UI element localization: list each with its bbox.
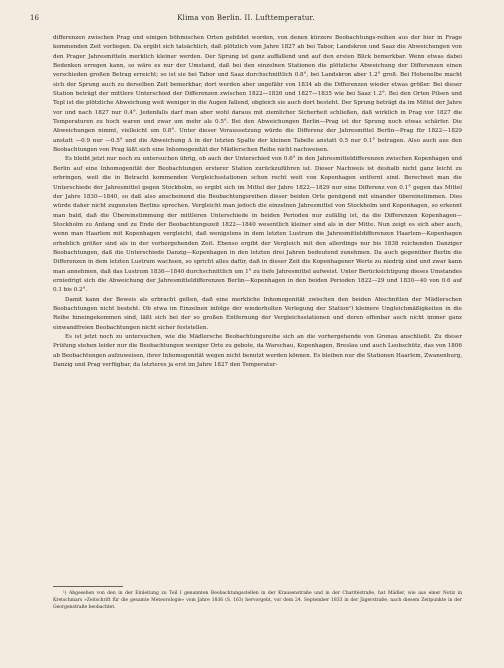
running-head: Klima von Berlin. II. Lufttemperatur. xyxy=(177,14,315,22)
paragraph: Es bleibt jetzt nur noch zu untersuchen übrig, ob auch der Unterschied von 0.6° in den Jahresmitteldifferenzen zwischen Kopenhagen und Berlin auf eine Inhomogenität der Beobachtungen ersterer Station zurückzuführen ist. Dieser Nachweis ist deshalb nicht ganz leicht zu erbringen, weil die in Betracht kommenden Vergleichsstationen schon recht weit von Kopenhagen entfernt sind. Berechnet man die Unterschiede der Jahresmittel gegen Stockholm, so ergibt sich im Mittel der Jahre 1822—1829 nur eine Differenz von 0.1° gegen das Mittel der Jahre 1830—1840, so daß also anscheinend die Beobachtungsreihen dieser beiden Orte genügend mit einander übereinstimmen. Dies würde daher nicht zugunsten Berlins sprechen. Vergleicht man jedoch die einzelnen Jahresmittel von Stockholm und Kopenhagen, so erkennt man bald, daß die Übereinstimmung der mittleren Unterschiede in beiden Perioden nur zufällig ist, da die Differenzen Kopenhagen—Stockholm zu Anfang und zu Ende der Beobachtungszeit 1822—1840 wesentlich kleiner sind als in der Mitte. Nun zeigt es sich aber auch, wenn man Haarlem mit Kopenhagen vergleicht, daß wenigstens in dem letzten Lustrum die Jahresmitteldifferenzen Haarlem—Kopenhagen erheblich größer sind als in der vorhergehenden Zeit. Ebenso ergibt der Vergleich mit den allerdings nur bis 1838 reichenden Danziger Beobachtungen, daß die Unterschiede Danzig—Kopenhagen in den letzten drei Jahren bedeutend zunehmen. Da auch gegenüber Berlin die Differenzen in dem letzten Lustrum wachsen, so spricht alles dafür, daß in dieser Zeit die Kopenhagener Werte zu niedrig sind und zwar kann man annehmen, daß das Lustrum 1836—1840 durchschnittlich um 1° zu tiefe Jahresmittel aufweist. Unter Berücksichtigung dieses Umstandes erniedrigt sich die Abweichung der Jahresmitteldifferenzen Berlin—Kopenhagen in den beiden Perioden 1822—29 und 1830—40 von 0.6 auf 0.1 bis 0.2°. xyxy=(53,156,462,294)
paragraph: Damit kann der Beweis als erbracht gelten, daß eine merkliche Inhomogenität zwischen den beiden Abschnitten der Mädlerschen Beobachtungen nicht besteht. Ob etwa im Einzelnen infolge der wiederholten Verlegung der Station¹) kleinere Ungleichmäßigkeiten in die Reihe hineingekommen sind, läßt sich bei der so großen Entfernung der Vergleichsstationen und deren offenbar auch nicht immer ganz einwandfreien Beobachtungen nicht sicher feststellen. xyxy=(53,296,462,331)
footnote-divider xyxy=(53,586,123,587)
footnote xyxy=(53,590,462,611)
page-header xyxy=(30,13,462,25)
page-number: 16 xyxy=(30,14,39,22)
paragraph: differenzen zwischen Prag und einigen böhmischen Orten gebildet worden, von denen kürzere Beobachtungs-reihen aus der hier in Frage kommenden Zeit vorliegen. Da ergibt sich tatsächlich, daß plötzlich vom Jahre 1827 ab bei Tabor, Landskron und Saaz die Abweichungen von den Prager Jahresmitteln merklich kleiner werden. Der Sprung ist ganz auffallend und auf den ersten Blick bemerkbar. Wenn etwas dabei Bedenken erregen kann, so wäre es nur der Umstand, daß bei den einzelnen Stationen die plötzliche Abweichung der Differenzen einen verschieden großen Betrag erreicht; so ist sie bei Tabor und Saaz durchschnittlich 0.8°, bei Landskron aber 1.2° groß. Bei Hohenelbe macht sich der Sprung auch zu derselben Zeit bemerkbar, dort werden aber ungefähr von 1834 ab die Differenzen wieder etwas größer. Bei dieser Station beträgt der mittlere Unterschied der Differenzen zwischen 1822—1826 und 1827—1835 wie bei Saaz 1.2°. Bei den Orten Pilsen und Tepl ist die plötzliche Abweichung weit weniger in die Augen fallend, obgleich sie auch dort besteht. Der Sprung beträgt da im Mittel der Jahre vor und nach 1827 nur 0.4°. Jedenfalls darf man aber wohl daraus mit ziemlicher Sicherheit schließen, daß wirklich in Prag vor 1827 die Temperaturen zu hoch waren und zwar um mehr als 0.5°. Bei den Abweichungen Berlin—Prag ist der Sprung noch etwas schärfer. Die Abweichungen nimmt, vielleicht um 0.8°. Unter dieser Voraussetzung würde die Differenz der Jahresmittel Berlin—Prag für 1822—1829 anstatt —0.9 nur —0.5° und die Abweichung Δ in der letzten Spalte der kleinen Tabelle anstatt 0.5 nur 0.1° betragen. Also auch aus den Beobachtungen von Prag läßt sich eine Inhomogenität der Mädlerschen Reihe nicht nachweisen. xyxy=(53,35,462,154)
footnote-text: ¹) Abgesehen von den in der Einleitung zu Teil I genannten Beobachtungsstellen in der Krausenstraße und in der Charitéstraße, hat Mädler, wie aus einer Notiz in Kretschmars »Zeitschrift für die gesamte Meteorologie« vom Jahre 1836 (S. 163) hervorgeht, vor dem 24. September 1833 in der Jägerstraße, nach diesem Zeitpunkte in der Georgenstraße beobachtet. xyxy=(53,591,462,610)
body-text xyxy=(53,34,462,370)
paragraph: Es ist jetzt noch zu untersuchen, wie die Mädlersche Beobachtungsreihe sich an die vorhergehende von Gronau anschließt. Zu dieser Prüfung stehen leider nur die Beobachtungen weniger Orte zu gebote, da Warschau, Kopenhagen, Breslau und auch Leobschütz, das von 1806 ab Beobachtungen aufzuweisen, ihrer Inhomogenität wegen nicht benutzt werden können. Es bleiben nur die Stationen Haarlem, Zwanenburg, Danzig und Prag verfügbar, da letzteres ja erst im Jahre 1827 den Temperatur- xyxy=(53,334,462,369)
